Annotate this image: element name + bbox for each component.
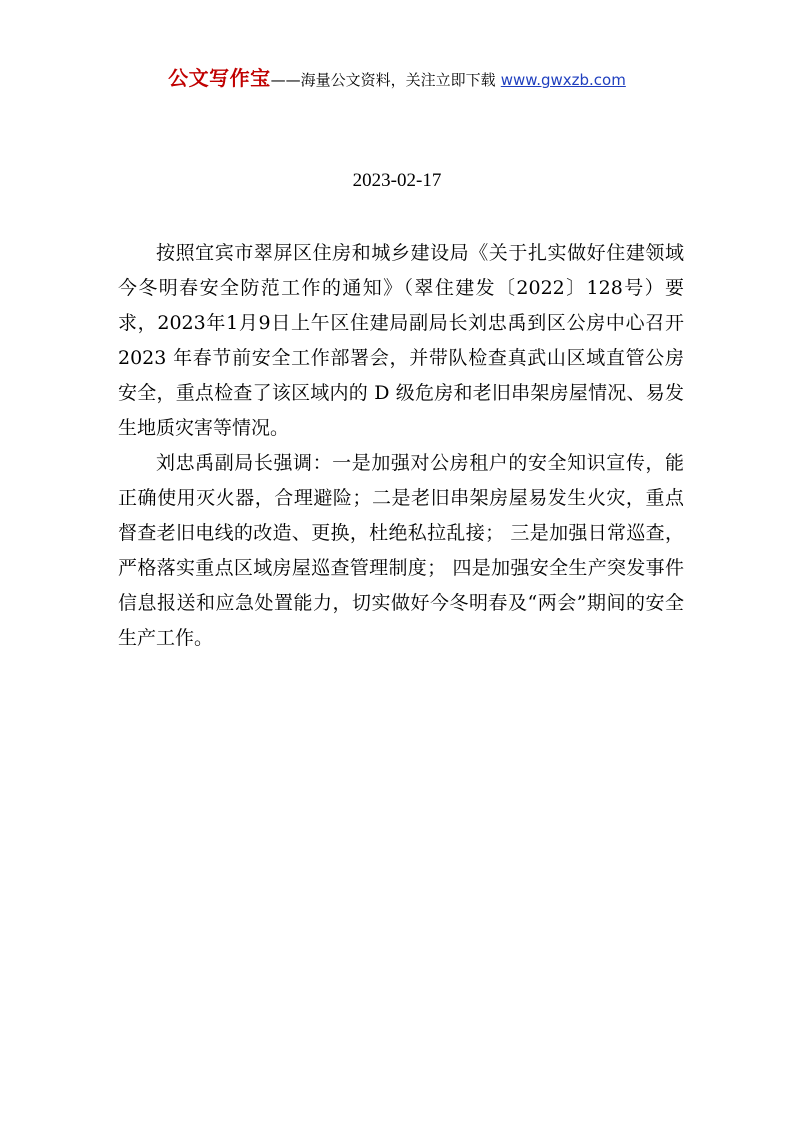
document-body <box>118 236 684 656</box>
page-header <box>0 64 794 94</box>
body-paragraph-1: 按照宜宾市翠屏区住房和城乡建设局《关于扎实做好住建领域今冬明春安全防范工作的通知》（翠住建发〔2022〕128号）要求，2023年1月9日上午区住建局副局长刘忠禹到区公房中心召开 2023 年春节前安全工作部署会，并带队检查真武山区域直管公房安全，重点检查了该区域内的 D 级危房和老旧串架房屋情况、易发生地质灾害等情况。 <box>118 242 684 439</box>
brand-name: 公文写作宝 <box>168 66 271 90</box>
header-tagline: ——海量公文资料，关注立即下载 <box>270 71 496 89</box>
website-link[interactable]: www.gwxzb.com <box>500 71 626 89</box>
document-date: 2023-02-17 <box>352 170 442 191</box>
body-paragraph-2: 刘忠禹副局长强调：一是加强对公房租户的安全知识宣传，能正确使用灭火器，合理避险；二是老旧串架房屋易发生火灾，重点督查老旧电线的改造、更换，杜绝私拉乱接； 三是加强日常巡查，严格落实重点区域房屋巡查管理制度； 四是加强安全生产突发事件信息报送和应急处置能力，切实做好今冬明春及“两会”期间的安全生产工作。 <box>118 452 684 649</box>
